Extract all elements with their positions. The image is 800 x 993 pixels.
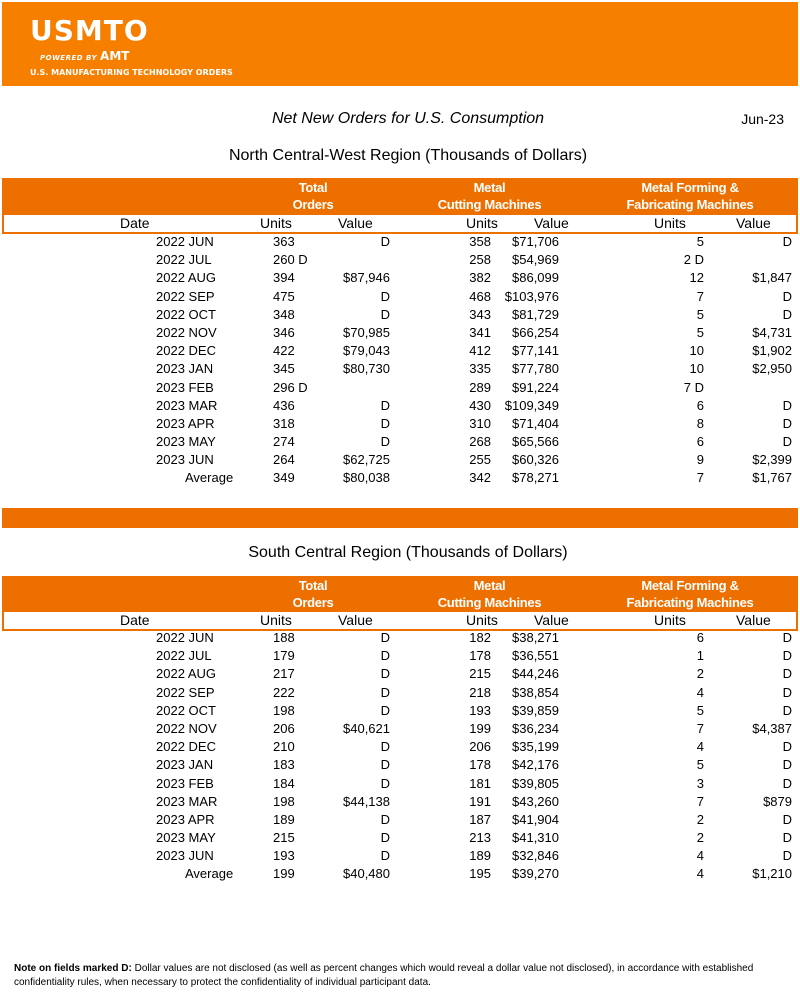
cell-date: Average — [185, 866, 234, 882]
table-row — [0, 451, 800, 469]
cell-total-value: D — [380, 702, 390, 718]
table-row — [0, 665, 800, 683]
cell-date: 2022 AUG — [156, 666, 216, 682]
table-row — [0, 288, 800, 306]
cell-mf-value: $1,210 — [752, 866, 792, 882]
group-metal-forming — [610, 577, 770, 611]
cell-date: Average — [185, 470, 234, 486]
cell-mc-units: 182 — [469, 630, 491, 645]
cell-mf-value: D — [782, 684, 792, 700]
cell-total-units: 198 — [273, 793, 295, 809]
table-row — [0, 342, 800, 360]
cell-mc-value: $39,805 — [512, 775, 559, 791]
cell-total-units: 188 — [273, 630, 295, 645]
group-cutting-line-2: Cutting Machines — [437, 197, 542, 212]
cell-total-units: 183 — [273, 757, 295, 773]
cell-date: 2022 DEC — [156, 739, 216, 755]
cell-total-units: 345 — [273, 361, 295, 377]
cell-total-units: 222 — [273, 684, 295, 700]
group-total-line-1: Total — [298, 578, 328, 593]
col-mf-value: Value — [736, 215, 771, 231]
table-row — [0, 415, 800, 433]
cell-mf-units: 2 — [696, 830, 704, 846]
cell-mc-units: 255 — [469, 452, 491, 468]
cell-mf-value: D — [782, 811, 792, 827]
cell-mc-value: $60,326 — [512, 452, 559, 468]
group-forming-line-1: Metal Forming & — [641, 180, 739, 195]
table-row — [0, 793, 800, 811]
section-divider-bar — [2, 508, 798, 528]
average-row — [0, 469, 800, 487]
cell-total-value: D — [380, 848, 390, 864]
cell-mf-units: 7 — [696, 288, 704, 304]
cell-total-value: $40,621 — [343, 720, 390, 736]
average-row — [0, 865, 800, 883]
cell-total-units: 394 — [273, 270, 295, 286]
cell-mc-value: $43,260 — [512, 793, 559, 809]
cell-mc-units: 191 — [469, 793, 491, 809]
table-header-groups — [2, 178, 798, 214]
cell-mc-value: $54,969 — [512, 252, 559, 268]
cell-total-units: 436 — [273, 397, 295, 413]
cell-mf-units: 7 — [696, 720, 704, 736]
cell-mf-units: 6 — [696, 434, 704, 450]
table-row — [0, 684, 800, 702]
table-header-groups — [2, 576, 798, 612]
cell-mf-value: D — [782, 739, 792, 755]
table-row — [0, 379, 800, 397]
cell-total-units: 349 — [273, 470, 295, 486]
cell-mc-value: $65,566 — [512, 434, 559, 450]
cell-mc-value: $91,224 — [512, 379, 559, 395]
cell-date: 2023 MAR — [156, 793, 218, 809]
cell-mf-units: 9 — [696, 452, 704, 468]
cell-mf-value: D — [782, 415, 792, 431]
cell-mc-value: $77,141 — [512, 343, 559, 359]
cell-date: 2022 NOV — [156, 720, 217, 736]
col-mf-units: Units — [654, 612, 686, 628]
region-title-north-central-west: North Central-West Region (Thousands of Dollars) — [228, 147, 588, 164]
cell-mf-value: D — [782, 757, 792, 773]
cell-mc-units: 268 — [469, 434, 491, 450]
cell-mf-value: D — [782, 234, 792, 249]
cell-mf-value: D — [782, 648, 792, 664]
table-row — [0, 269, 800, 287]
cell-total-value: $87,946 — [343, 270, 390, 286]
cell-mf-value: $1,847 — [752, 270, 792, 286]
cell-mf-units: 1 — [696, 648, 704, 664]
cell-total-value: D — [380, 630, 390, 645]
usmto-logo: USMTO — [30, 14, 149, 47]
cell-date: 2023 JUN — [156, 452, 214, 468]
col-total-units: Units — [260, 215, 292, 231]
cell-mc-units: 195 — [469, 866, 491, 882]
cell-mf-units: 7 D — [683, 379, 704, 395]
table-row — [0, 775, 800, 793]
cell-total-value: $79,043 — [343, 343, 390, 359]
cell-mc-units: 358 — [469, 234, 491, 249]
cell-total-value: $62,725 — [343, 452, 390, 468]
cell-mc-value: $41,904 — [512, 811, 559, 827]
cell-mc-value: $71,706 — [512, 234, 559, 249]
group-total-orders — [268, 179, 358, 213]
cell-total-value: D — [380, 397, 390, 413]
cell-mc-units: 178 — [469, 648, 491, 664]
cell-mc-value: $77,780 — [512, 361, 559, 377]
group-total-orders — [268, 577, 358, 611]
cell-total-units: 422 — [273, 343, 295, 359]
group-total-line-1: Total — [298, 180, 328, 195]
group-total-line-2: Orders — [292, 197, 334, 212]
col-mf-value: Value — [736, 612, 771, 628]
cell-mf-value: D — [782, 397, 792, 413]
cell-total-value: D — [380, 684, 390, 700]
cell-total-value: D — [380, 415, 390, 431]
cell-date: 2023 FEB — [156, 775, 214, 791]
cell-mf-value: $1,767 — [752, 470, 792, 486]
cell-mf-value: $4,387 — [752, 720, 792, 736]
cell-mc-units: 289 — [469, 379, 491, 395]
cell-total-units: 318 — [273, 415, 295, 431]
cell-mf-units: 12 — [689, 270, 704, 286]
table-row — [0, 360, 800, 378]
cell-mc-value: $35,199 — [512, 739, 559, 755]
group-metal-cutting — [422, 577, 557, 611]
cell-mc-units: 187 — [469, 811, 491, 827]
cell-mf-units: 5 — [696, 702, 704, 718]
cell-total-value: D — [380, 306, 390, 322]
report-title: Net New Orders for U.S. Consumption — [271, 110, 545, 127]
col-mf-units: Units — [654, 215, 686, 231]
table-row — [0, 702, 800, 720]
cell-mf-units: 6 — [696, 397, 704, 413]
cell-date: 2023 MAR — [156, 397, 218, 413]
cell-mc-value: $78,271 — [512, 470, 559, 486]
cell-date: 2023 FEB — [156, 379, 214, 395]
cell-mf-units: 5 — [696, 234, 704, 249]
cell-mf-value: D — [782, 848, 792, 864]
cell-date: 2023 JAN — [156, 361, 214, 377]
confidentiality-note — [14, 962, 794, 990]
cell-mf-value: D — [782, 775, 792, 791]
table-row — [0, 811, 800, 829]
col-total-units: Units — [260, 612, 292, 628]
cell-mc-units: 193 — [469, 702, 491, 718]
cell-date: 2023 JAN — [156, 757, 214, 773]
cell-mc-units: 178 — [469, 757, 491, 773]
group-cutting-line-1: Metal — [473, 578, 506, 593]
col-mc-units: Units — [466, 215, 498, 231]
cell-mc-units: 215 — [469, 666, 491, 682]
cell-total-units: 179 — [273, 648, 295, 664]
cell-mc-value: $39,270 — [512, 866, 559, 882]
report-date: Jun-23 — [741, 111, 784, 127]
cell-mf-units: 10 — [689, 343, 704, 359]
cell-mf-units: 5 — [696, 324, 704, 340]
cell-date: 2022 NOV — [156, 324, 217, 340]
cell-date: 2022 SEP — [156, 684, 215, 700]
col-date: Date — [120, 215, 150, 231]
cell-total-value: $70,985 — [343, 324, 390, 340]
table-row — [0, 629, 800, 647]
group-forming-line-2: Fabricating Machines — [626, 595, 754, 610]
cell-total-value: D — [380, 648, 390, 664]
cell-mc-units: 213 — [469, 830, 491, 846]
cell-total-value: D — [380, 434, 390, 450]
cell-mf-value: $1,902 — [752, 343, 792, 359]
cell-mc-units: 430 — [469, 397, 491, 413]
table-row — [0, 306, 800, 324]
cell-mf-units: 2 D — [683, 252, 704, 268]
cell-total-value: $80,730 — [343, 361, 390, 377]
cell-mc-units: 468 — [469, 288, 491, 304]
cell-total-units: 348 — [273, 306, 295, 322]
cell-mf-value: $2,950 — [752, 361, 792, 377]
group-metal-forming — [610, 179, 770, 213]
cell-mf-units: 2 — [696, 811, 704, 827]
cell-total-units: 296 D — [273, 379, 308, 395]
group-forming-line-2: Fabricating Machines — [626, 197, 754, 212]
tagline: U.S. MANUFACTURING TECHNOLOGY ORDERS — [30, 68, 233, 77]
table-row — [0, 233, 800, 251]
cell-mc-units: 258 — [469, 252, 491, 268]
cell-mf-units: 2 — [696, 666, 704, 682]
cell-total-units: 217 — [273, 666, 295, 682]
cell-total-value: $80,038 — [343, 470, 390, 486]
cell-mf-units: 6 — [696, 630, 704, 645]
cell-mf-units: 3 — [696, 775, 704, 791]
cell-mc-units: 341 — [469, 324, 491, 340]
table-row — [0, 829, 800, 847]
cell-mf-value: D — [782, 666, 792, 682]
note-label: Note on fields marked D: — [14, 963, 132, 974]
cell-mf-value: D — [782, 830, 792, 846]
cell-mf-value: D — [782, 288, 792, 304]
powered-by-line — [40, 49, 129, 63]
cell-date: 2023 JUN — [156, 848, 214, 864]
table-row — [0, 433, 800, 451]
cell-mf-units: 10 — [689, 361, 704, 377]
cell-mc-value: $38,271 — [512, 630, 559, 645]
cell-mc-value: $44,246 — [512, 666, 559, 682]
cell-total-units: 206 — [273, 720, 295, 736]
cell-date: 2022 DEC — [156, 343, 216, 359]
note-text: Dollar values are not disclosed (as well as percent changes which would reveal a dollar value not disclosed), in accordance with established confidentiality rules, when necessary to protect the confidentiality of individual participant data. — [14, 963, 754, 988]
col-mc-units: Units — [466, 612, 498, 628]
cell-total-value: D — [380, 288, 390, 304]
col-mc-value: Value — [534, 215, 569, 231]
cell-mc-units: 310 — [469, 415, 491, 431]
cell-total-units: 215 — [273, 830, 295, 846]
cell-mc-value: $32,846 — [512, 848, 559, 864]
cell-total-value: D — [380, 234, 390, 249]
cell-total-units: 264 — [273, 452, 295, 468]
cell-date: 2022 SEP — [156, 288, 215, 304]
cell-total-units: 184 — [273, 775, 295, 791]
cell-mf-units: 4 — [696, 739, 704, 755]
cell-mf-units: 5 — [696, 306, 704, 322]
powered-by-label: POWERED BY — [40, 54, 98, 62]
cell-mc-units: 412 — [469, 343, 491, 359]
cell-date: 2022 OCT — [156, 702, 216, 718]
cell-date: 2023 APR — [156, 415, 215, 431]
group-metal-cutting — [422, 179, 557, 213]
cell-total-value: D — [380, 666, 390, 682]
cell-total-value: D — [380, 757, 390, 773]
cell-mf-units: 7 — [696, 793, 704, 809]
cell-total-value: D — [380, 775, 390, 791]
cell-date: 2022 JUN — [156, 234, 214, 249]
cell-mc-value: $39,859 — [512, 702, 559, 718]
group-cutting-line-2: Cutting Machines — [437, 595, 542, 610]
cell-total-units: 198 — [273, 702, 295, 718]
cell-date: 2022 AUG — [156, 270, 216, 286]
cell-mc-value: $81,729 — [512, 306, 559, 322]
cell-mf-units: 5 — [696, 757, 704, 773]
cell-date: 2022 JUL — [156, 252, 212, 268]
cell-mc-value: $66,254 — [512, 324, 559, 340]
region-title-south-central: South Central Region (Thousands of Dollars) — [248, 544, 568, 561]
cell-mc-value: $86,099 — [512, 270, 559, 286]
cell-mf-units: 4 — [696, 866, 704, 882]
cell-mf-units: 4 — [696, 848, 704, 864]
amt-logo: AMT — [100, 49, 130, 63]
table-row — [0, 397, 800, 415]
cell-mc-units: 206 — [469, 739, 491, 755]
column-header-row — [2, 213, 798, 234]
cell-date: 2022 JUL — [156, 648, 212, 664]
cell-mc-units: 189 — [469, 848, 491, 864]
column-header-row — [2, 610, 798, 631]
group-forming-line-1: Metal Forming & — [641, 578, 739, 593]
cell-total-units: 274 — [273, 434, 295, 450]
cell-mc-units: 382 — [469, 270, 491, 286]
col-date: Date — [120, 612, 150, 628]
cell-total-value: D — [380, 830, 390, 846]
cell-mf-value: D — [782, 630, 792, 645]
cell-total-units: 260 D — [273, 252, 308, 268]
cell-total-units: 193 — [273, 848, 295, 864]
cell-total-units: 346 — [273, 324, 295, 340]
cell-mf-value: D — [782, 306, 792, 322]
cell-date: 2023 MAY — [156, 434, 216, 450]
cell-total-units: 199 — [273, 866, 295, 882]
cell-mf-units: 4 — [696, 684, 704, 700]
cell-mf-value: $879 — [763, 793, 792, 809]
cell-total-value: D — [380, 739, 390, 755]
cell-mc-value: $109,349 — [504, 397, 559, 413]
table-row — [0, 738, 800, 756]
cell-total-value: $40,480 — [343, 866, 390, 882]
cell-date: 2023 APR — [156, 811, 215, 827]
table-row — [0, 720, 800, 738]
cell-mf-units: 8 — [696, 415, 704, 431]
cell-mc-value: $36,234 — [512, 720, 559, 736]
cell-total-units: 475 — [273, 288, 295, 304]
cell-mf-value: $4,731 — [752, 324, 792, 340]
col-total-value: Value — [338, 612, 373, 628]
cell-total-units: 363 — [273, 234, 295, 249]
table-body-north-central-west — [0, 233, 800, 488]
table-body-south-central — [0, 629, 800, 884]
table-row — [0, 324, 800, 342]
cell-mc-units: 218 — [469, 684, 491, 700]
cell-mc-units: 199 — [469, 720, 491, 736]
cell-mc-value: $103,976 — [504, 288, 559, 304]
cell-total-units: 189 — [273, 811, 295, 827]
cell-mc-value: $38,854 — [512, 684, 559, 700]
cell-mf-value: D — [782, 434, 792, 450]
cell-mc-units: 181 — [469, 775, 491, 791]
cell-mc-units: 335 — [469, 361, 491, 377]
cell-total-value: $44,138 — [343, 793, 390, 809]
cell-mf-value: $2,399 — [752, 452, 792, 468]
cell-mf-units: 7 — [696, 470, 704, 486]
cell-mc-units: 342 — [469, 470, 491, 486]
cell-date: 2023 MAY — [156, 830, 216, 846]
cell-mc-value: $41,310 — [512, 830, 559, 846]
cell-mc-value: $42,176 — [512, 757, 559, 773]
table-row — [0, 647, 800, 665]
table-row — [0, 756, 800, 774]
col-mc-value: Value — [534, 612, 569, 628]
group-cutting-line-1: Metal — [473, 180, 506, 195]
group-total-line-2: Orders — [292, 595, 334, 610]
cell-total-units: 210 — [273, 739, 295, 755]
cell-date: 2022 JUN — [156, 630, 214, 645]
cell-mc-units: 343 — [469, 306, 491, 322]
table-row — [0, 251, 800, 269]
cell-mc-value: $36,551 — [512, 648, 559, 664]
cell-date: 2022 OCT — [156, 306, 216, 322]
table-row — [0, 847, 800, 865]
cell-total-value: D — [380, 811, 390, 827]
cell-mc-value: $71,404 — [512, 415, 559, 431]
header-banner — [2, 2, 798, 86]
cell-mf-value: D — [782, 702, 792, 718]
col-total-value: Value — [338, 215, 373, 231]
